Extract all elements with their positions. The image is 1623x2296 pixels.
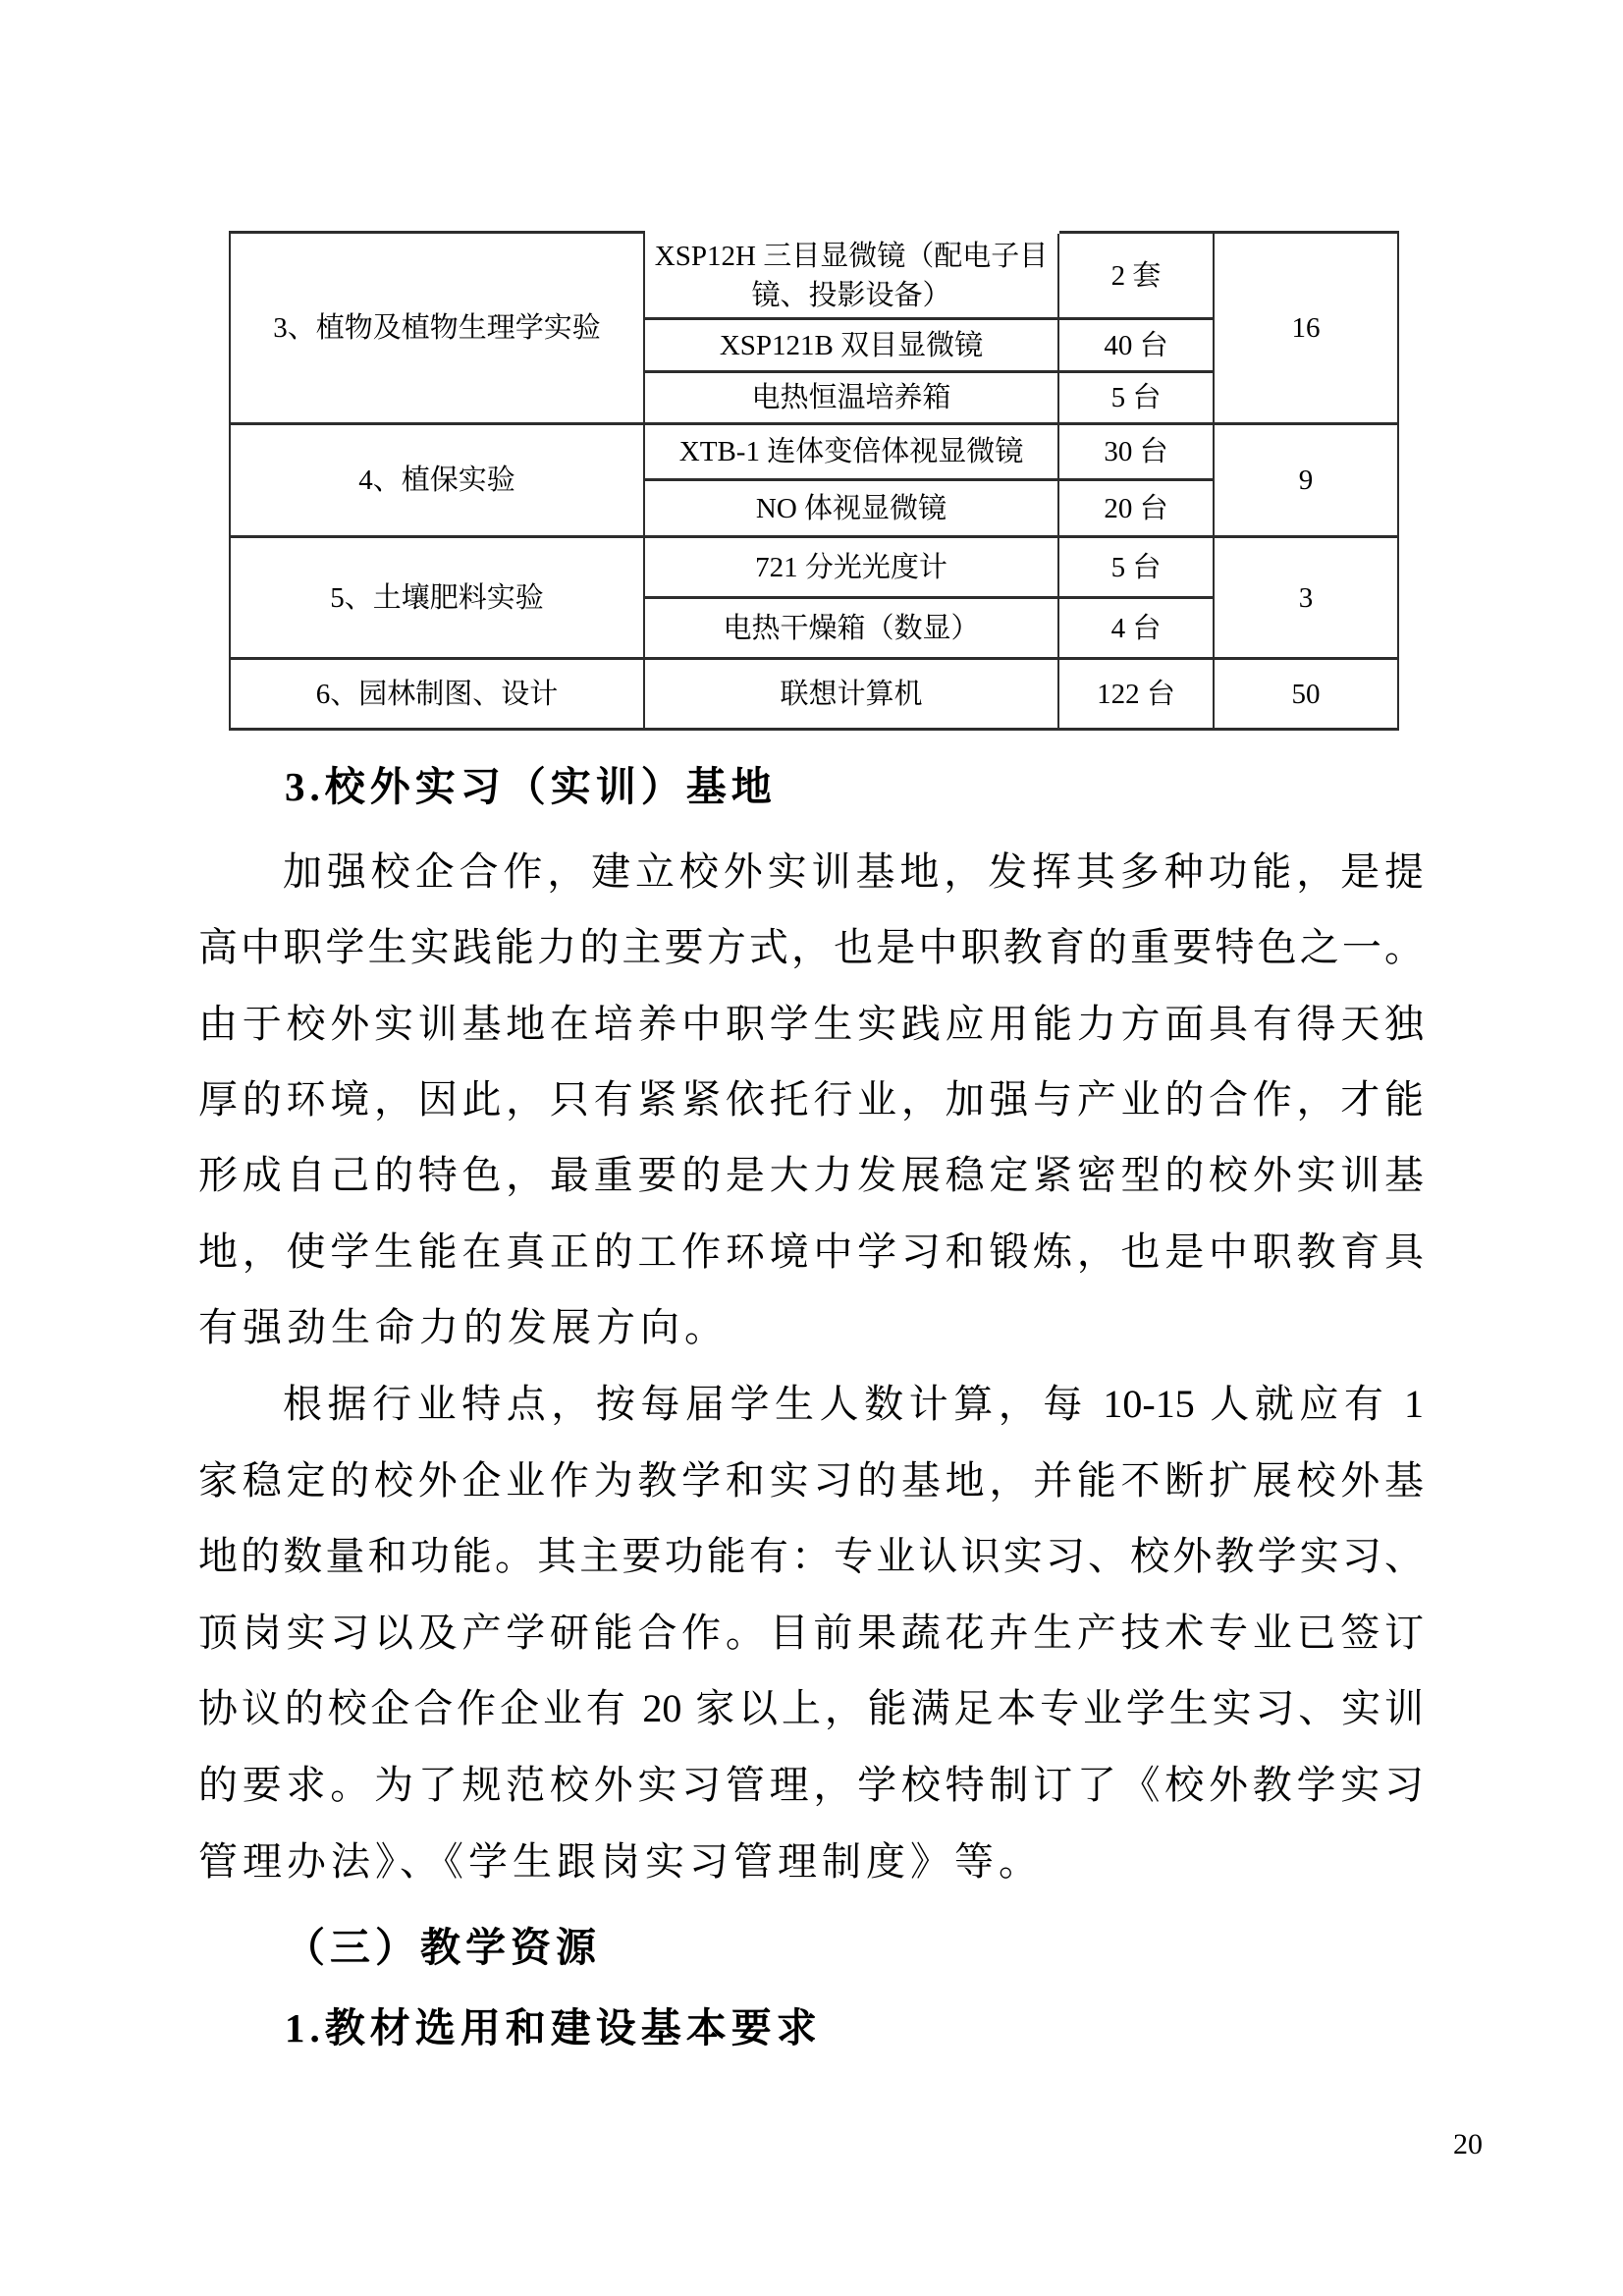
paragraph1-line: 形成自己的特色，最重要的是大力发展稳定紧密型的校外实训基 [198, 1153, 1424, 1197]
table-cell-equipment: XTB-1 连体变倍体视显微镜 [644, 424, 1058, 480]
table-cell-group-name: 6、园林制图、设计 [230, 659, 644, 730]
paragraph2-line: 根据行业特点，按每届学生人数计算，每 10-15 人就应有 1 [283, 1382, 1424, 1426]
table-cell-total: 9 [1214, 424, 1398, 537]
paragraph2-line: 的要求。为了规范校外实习管理，学校特制订了《校外教学实习 [198, 1763, 1424, 1807]
table-row [230, 424, 1398, 480]
table-cell-qty: 4 台 [1058, 598, 1214, 659]
table-cell-total: 50 [1214, 659, 1398, 730]
paragraph1-line: 高中职学生实践能力的主要方式，也是中职教育的重要特色之一。 [198, 925, 1424, 969]
table-cell-qty: 122 台 [1058, 659, 1214, 730]
table-cell-qty: 2 套 [1058, 233, 1214, 319]
table-cell-equipment: 电热干燥箱（数显） [644, 598, 1058, 659]
paragraph1-line: 由于校外实训基地在培养中职学生实践应用能力方面具有得天独 [198, 1002, 1424, 1046]
paragraph1-line: 加强校企合作，建立校外实训基地，发挥其多种功能，是提 [283, 849, 1424, 894]
table-cell-qty: 20 台 [1058, 480, 1214, 537]
table-cell-qty: 5 台 [1058, 372, 1214, 424]
paragraph2-line: 地的数量和功能。其主要功能有：专业认识实习、校外教学实习、 [198, 1534, 1424, 1578]
table-cell-equipment: XSP121B 双目显微镜 [644, 319, 1058, 372]
section-heading-textbook-requirements: 1.教材选用和建设基本要求 [285, 2005, 822, 2050]
paragraph1-line: 有强劲生命力的发展方向。 [198, 1305, 729, 1349]
table-cell-total: 3 [1214, 537, 1398, 659]
table-cell-qty: 5 台 [1058, 537, 1214, 598]
paragraph2-line: 协议的校企合作企业有 20 家以上，能满足本专业学生实习、实训 [198, 1686, 1424, 1730]
table-cell-equipment: XSP12H 三目显微镜（配电子目镜、投影设备） [644, 233, 1058, 319]
equipment-table [229, 231, 1399, 731]
table-row [230, 233, 1398, 319]
table-cell-equipment: 721 分光光度计 [644, 537, 1058, 598]
paragraph2-line: 管理办法》、《学生跟岗实习管理制度》等。 [198, 1839, 1043, 1884]
table-cell-equipment: 电热恒温培养箱 [644, 372, 1058, 424]
page-number: 20 [1453, 2128, 1483, 2160]
table-cell-qty: 30 台 [1058, 424, 1214, 480]
paragraph2-line: 顶岗实习以及产学研能合作。目前果蔬花卉生产技术专业已签订 [198, 1611, 1424, 1655]
paragraph2-line: 家稳定的校外企业作为教学和实习的基地，并能不断扩展校外基 [198, 1458, 1424, 1503]
paragraph1-line: 地，使学生能在真正的工作环境中学习和锻炼，也是中职教育具 [198, 1230, 1424, 1274]
table-cell-equipment: 联想计算机 [644, 659, 1058, 730]
table-cell-equipment: NO 体视显微镜 [644, 480, 1058, 537]
table-cell-qty: 40 台 [1058, 319, 1214, 372]
section-heading-teaching-resources: （三）教学资源 [285, 1925, 601, 1970]
table-cell-group-name: 4、植保实验 [230, 424, 644, 537]
table-row [230, 537, 1398, 598]
table-cell-group-name: 5、土壤肥料实验 [230, 537, 644, 659]
table-row [230, 659, 1398, 730]
paragraph1-line: 厚的环境，因此，只有紧紧依托行业，加强与产业的合作，才能 [198, 1077, 1424, 1121]
section-heading-offcampus-base: 3.校外实习（实训）基地 [285, 764, 777, 809]
table-cell-total: 16 [1214, 233, 1398, 424]
table-cell-group-name: 3、植物及植物生理学实验 [230, 233, 644, 424]
